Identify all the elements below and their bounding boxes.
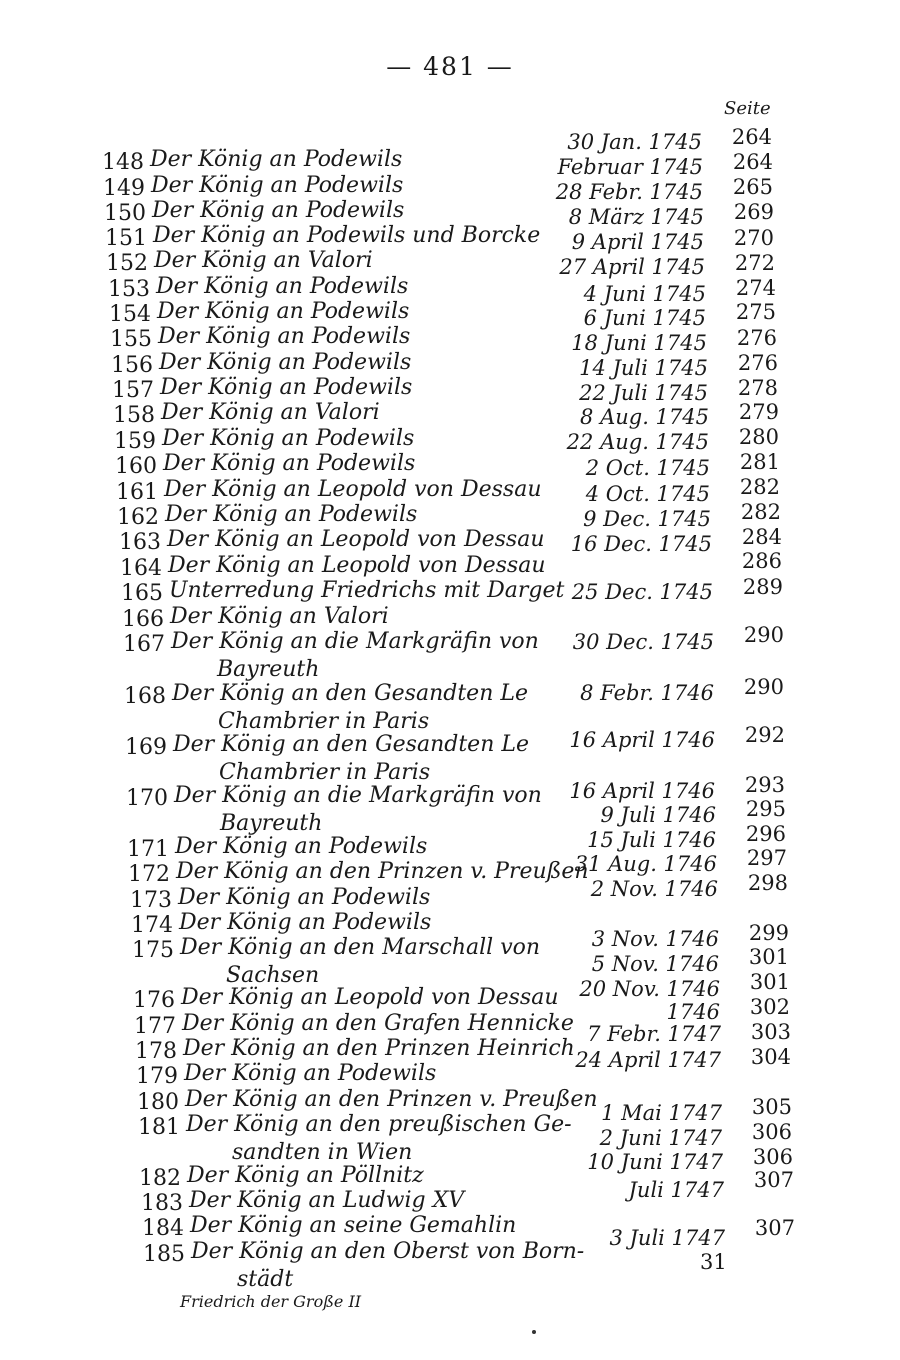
entry-title: Der König an den Gesandten Le xyxy=(172,681,528,706)
entry-title-continuation: Bayreuth xyxy=(220,811,323,836)
entry-date: 7 Febr. 1747 xyxy=(587,1022,721,1046)
entry-date: 15 Juli 1746 xyxy=(587,828,716,852)
entry-title: Der König an Leopold von Dessau xyxy=(167,527,545,552)
page-number: — 481 — xyxy=(386,52,514,81)
entry-title: Der König an den Marschall von xyxy=(180,935,541,960)
entry-number: 170 xyxy=(126,786,168,811)
entry-number: 161 xyxy=(116,480,158,505)
entry-title: Der König an Podewils xyxy=(162,426,415,451)
entry-title-continuation: Chambrier in Paris xyxy=(219,760,431,785)
entry-title: Der König an Podewils xyxy=(151,173,404,198)
entry-title: Der König an Podewils xyxy=(158,324,411,349)
entry-title: Der König an Podewils xyxy=(165,502,418,527)
entry-number: 152 xyxy=(106,251,148,276)
entry-date: Juli 1747 xyxy=(628,1178,724,1202)
page-column-header: Seite xyxy=(724,98,771,119)
entry-number: 148 xyxy=(102,150,144,175)
entry-date: 22 Juli 1745 xyxy=(579,381,708,405)
entry-number: 181 xyxy=(138,1115,180,1140)
entry-title: Der König an Podewils xyxy=(175,834,428,859)
entry-title: Der König an Leopold von Dessau xyxy=(164,477,542,502)
entry-number: 158 xyxy=(113,403,155,428)
entry-number: 168 xyxy=(124,684,166,709)
entry-number: 164 xyxy=(120,556,162,581)
entry-page: 276 xyxy=(736,326,777,350)
entry-title: Der König an den Gesandten Le xyxy=(173,732,529,757)
entry-number: 176 xyxy=(133,988,175,1013)
entry-date: 16 April 1746 xyxy=(569,728,715,752)
entry-page: 306 xyxy=(752,1145,793,1169)
entry-title: Der König an Podewils xyxy=(150,147,403,172)
entry-date: 10 Juni 1747 xyxy=(587,1150,723,1174)
entry-number: 153 xyxy=(108,277,150,302)
entry-title: Der König an Podewils und Borcke xyxy=(153,223,541,248)
entry-number: 151 xyxy=(105,226,147,251)
entry-title: Der König an Valori xyxy=(170,604,389,629)
entry-number: 184 xyxy=(142,1216,184,1241)
entry-date: 8 März 1745 xyxy=(568,205,704,229)
entry-date: 3 Juli 1747 xyxy=(609,1226,725,1250)
entry-date: 2 Nov. 1746 xyxy=(590,877,718,901)
entry-page: 274 xyxy=(735,276,776,300)
entry-page: 299 xyxy=(748,921,789,945)
entry-page: 290 xyxy=(743,675,784,699)
entry-number: 174 xyxy=(131,913,173,938)
entry-date: 4 Oct. 1745 xyxy=(585,482,710,506)
entry-page: 292 xyxy=(744,723,785,747)
entry-date: 9 April 1745 xyxy=(571,230,704,254)
entry-number: 177 xyxy=(134,1014,176,1039)
entry-page: 293 xyxy=(744,773,785,797)
entry-date: 3 Nov. 1746 xyxy=(591,927,719,951)
entry-title: Der König an Leopold von Dessau xyxy=(181,985,559,1010)
entry-date: 24 April 1747 xyxy=(575,1048,721,1072)
entry-page: 282 xyxy=(740,500,781,524)
entry-page: 280 xyxy=(738,425,779,449)
entry-title-continuation: städt xyxy=(237,1267,294,1292)
speck-mark xyxy=(532,1330,536,1334)
entry-page: 281 xyxy=(739,450,780,474)
entry-page: 264 xyxy=(732,150,773,174)
entry-date: 8 Febr. 1746 xyxy=(580,681,714,705)
entry-page: 296 xyxy=(745,822,786,846)
entry-page: 289 xyxy=(742,575,783,599)
entry-title: Der König an Ludwig XV xyxy=(189,1188,465,1213)
entry-page: 302 xyxy=(749,995,790,1019)
entry-page: 278 xyxy=(737,376,778,400)
entry-page: 305 xyxy=(751,1095,792,1119)
entry-page: 286 xyxy=(741,549,782,573)
entry-page: 284 xyxy=(741,525,782,549)
entry-page: 265 xyxy=(732,175,773,199)
entry-title-continuation: Chambrier in Paris xyxy=(218,709,430,734)
entry-number: 156 xyxy=(111,353,153,378)
entry-page: 297 xyxy=(746,846,787,870)
entry-date: 28 Febr. 1745 xyxy=(555,180,703,204)
entry-number: 179 xyxy=(136,1064,178,1089)
entry-page: 301 xyxy=(749,970,790,994)
entry-title: Der König an Podewils xyxy=(157,299,410,324)
entry-date: Februar 1745 xyxy=(557,155,703,179)
entry-title: Der König an Leopold von Dessau xyxy=(168,553,546,578)
entry-number: 175 xyxy=(132,938,174,963)
printer-signature: Friedrich der Große II xyxy=(180,1292,362,1311)
entry-date: 22 Aug. 1745 xyxy=(566,430,709,454)
entry-title-continuation: sandten in Wien xyxy=(232,1140,413,1165)
entry-number: 163 xyxy=(119,530,161,555)
entry-number: 171 xyxy=(127,837,169,862)
entry-number: 150 xyxy=(104,201,146,226)
entry-number: 172 xyxy=(128,862,170,887)
entry-date: 16 April 1746 xyxy=(569,779,715,803)
entry-title: Der König an den Prinzen v. Preußen xyxy=(185,1087,598,1112)
entry-date: 9 Dec. 1745 xyxy=(583,507,711,531)
entry-title-continuation: Sachsen xyxy=(226,963,320,988)
entry-date: 31 Aug. 1746 xyxy=(574,852,717,876)
entry-date: 2 Oct. 1745 xyxy=(585,456,710,480)
entry-page: 272 xyxy=(734,251,775,275)
entry-date: 30 Dec. 1745 xyxy=(572,630,714,654)
entry-page: 269 xyxy=(733,200,774,224)
entry-page: 290 xyxy=(743,623,784,647)
entry-date: 1 Mai 1747 xyxy=(601,1101,722,1125)
entry-page: 279 xyxy=(738,400,779,424)
entry-number: 155 xyxy=(110,327,152,352)
sheet-number: 31 xyxy=(700,1250,727,1274)
entry-title: Der König an den Oberst von Born- xyxy=(191,1239,585,1264)
entry-title: Der König an Podewils xyxy=(159,350,412,375)
entry-date: 4 Juni 1745 xyxy=(583,282,706,306)
entry-title: Der König an seine Gemahlin xyxy=(190,1213,517,1238)
entry-number: 166 xyxy=(122,607,164,632)
entry-date: 5 Nov. 1746 xyxy=(591,952,719,976)
entry-title-continuation: Bayreuth xyxy=(217,657,320,682)
entry-page: 276 xyxy=(737,351,778,375)
entry-title: Der König an Valori xyxy=(161,400,380,425)
entry-title: Der König an Podewils xyxy=(184,1061,437,1086)
entry-title: Der König an den preußischen Ge- xyxy=(186,1112,572,1137)
entry-number: 154 xyxy=(109,302,151,327)
entry-number: 159 xyxy=(114,429,156,454)
entry-number: 149 xyxy=(103,176,145,201)
entry-date: 14 Juli 1745 xyxy=(579,356,708,380)
entry-number: 178 xyxy=(135,1039,177,1064)
entry-page: 282 xyxy=(739,475,780,499)
entry-title: Der König an Valori xyxy=(154,248,373,273)
entry-title: Der König an die Markgräfin von xyxy=(174,783,542,808)
entry-page: 270 xyxy=(733,226,774,250)
entry-page: 306 xyxy=(751,1120,792,1144)
entry-page: 275 xyxy=(735,300,776,324)
entry-date: 18 Juni 1745 xyxy=(571,331,707,355)
entry-title: Der König an Podewils xyxy=(178,885,431,910)
entry-page: 303 xyxy=(750,1020,791,1044)
entry-title: Der König an Podewils xyxy=(163,451,416,476)
entry-title: Der König an die Markgräfin von xyxy=(171,629,539,654)
entry-number: 180 xyxy=(137,1090,179,1115)
entry-number: 165 xyxy=(121,581,163,606)
entry-number: 173 xyxy=(130,888,172,913)
entry-title: Der König an den Prinzen Heinrich xyxy=(183,1036,575,1061)
entry-date: 9 Juli 1746 xyxy=(600,803,716,827)
entry-number: 183 xyxy=(141,1191,183,1216)
entry-date: 30 Jan. 1745 xyxy=(567,130,702,154)
entry-title: Der König an Pöllnitz xyxy=(187,1163,424,1188)
entry-title: Der König an den Prinzen v. Preußen xyxy=(176,859,589,884)
entry-number: 182 xyxy=(139,1166,181,1191)
entry-page: 301 xyxy=(748,945,789,969)
entry-title: Der König an Podewils xyxy=(179,910,432,935)
entry-number: 169 xyxy=(125,735,167,760)
entry-number: 162 xyxy=(117,505,159,530)
entry-date: 25 Dec. 1745 xyxy=(571,580,713,604)
entry-date: 8 Aug. 1745 xyxy=(580,405,709,429)
entry-page: 264 xyxy=(731,125,772,149)
entry-page: 295 xyxy=(745,797,786,821)
entry-page: 298 xyxy=(747,871,788,895)
entry-date: 27 April 1745 xyxy=(559,255,705,279)
entry-number: 185 xyxy=(143,1242,185,1267)
entry-date: 20 Nov. 1746 xyxy=(579,977,720,1001)
entry-number: 157 xyxy=(112,378,154,403)
entry-number: 167 xyxy=(123,632,165,657)
entry-page: 304 xyxy=(750,1045,791,1069)
entry-title: Unterredung Friedrichs mit Darget xyxy=(169,578,565,603)
entry-page: 307 xyxy=(753,1168,794,1192)
entry-title: Der König an Podewils xyxy=(152,198,405,223)
entry-date: 1746 xyxy=(666,1000,720,1024)
entry-number: 160 xyxy=(115,454,157,479)
entry-date: 2 Juni 1747 xyxy=(599,1126,722,1150)
entry-date: 16 Dec. 1745 xyxy=(570,532,712,556)
entry-title: Der König an Podewils xyxy=(156,274,409,299)
entry-title: Der König an den Grafen Hennicke xyxy=(182,1011,574,1036)
entry-title: Der König an Podewils xyxy=(160,375,413,400)
entry-page: 307 xyxy=(754,1216,795,1240)
entry-date: 6 Juni 1745 xyxy=(583,306,706,330)
